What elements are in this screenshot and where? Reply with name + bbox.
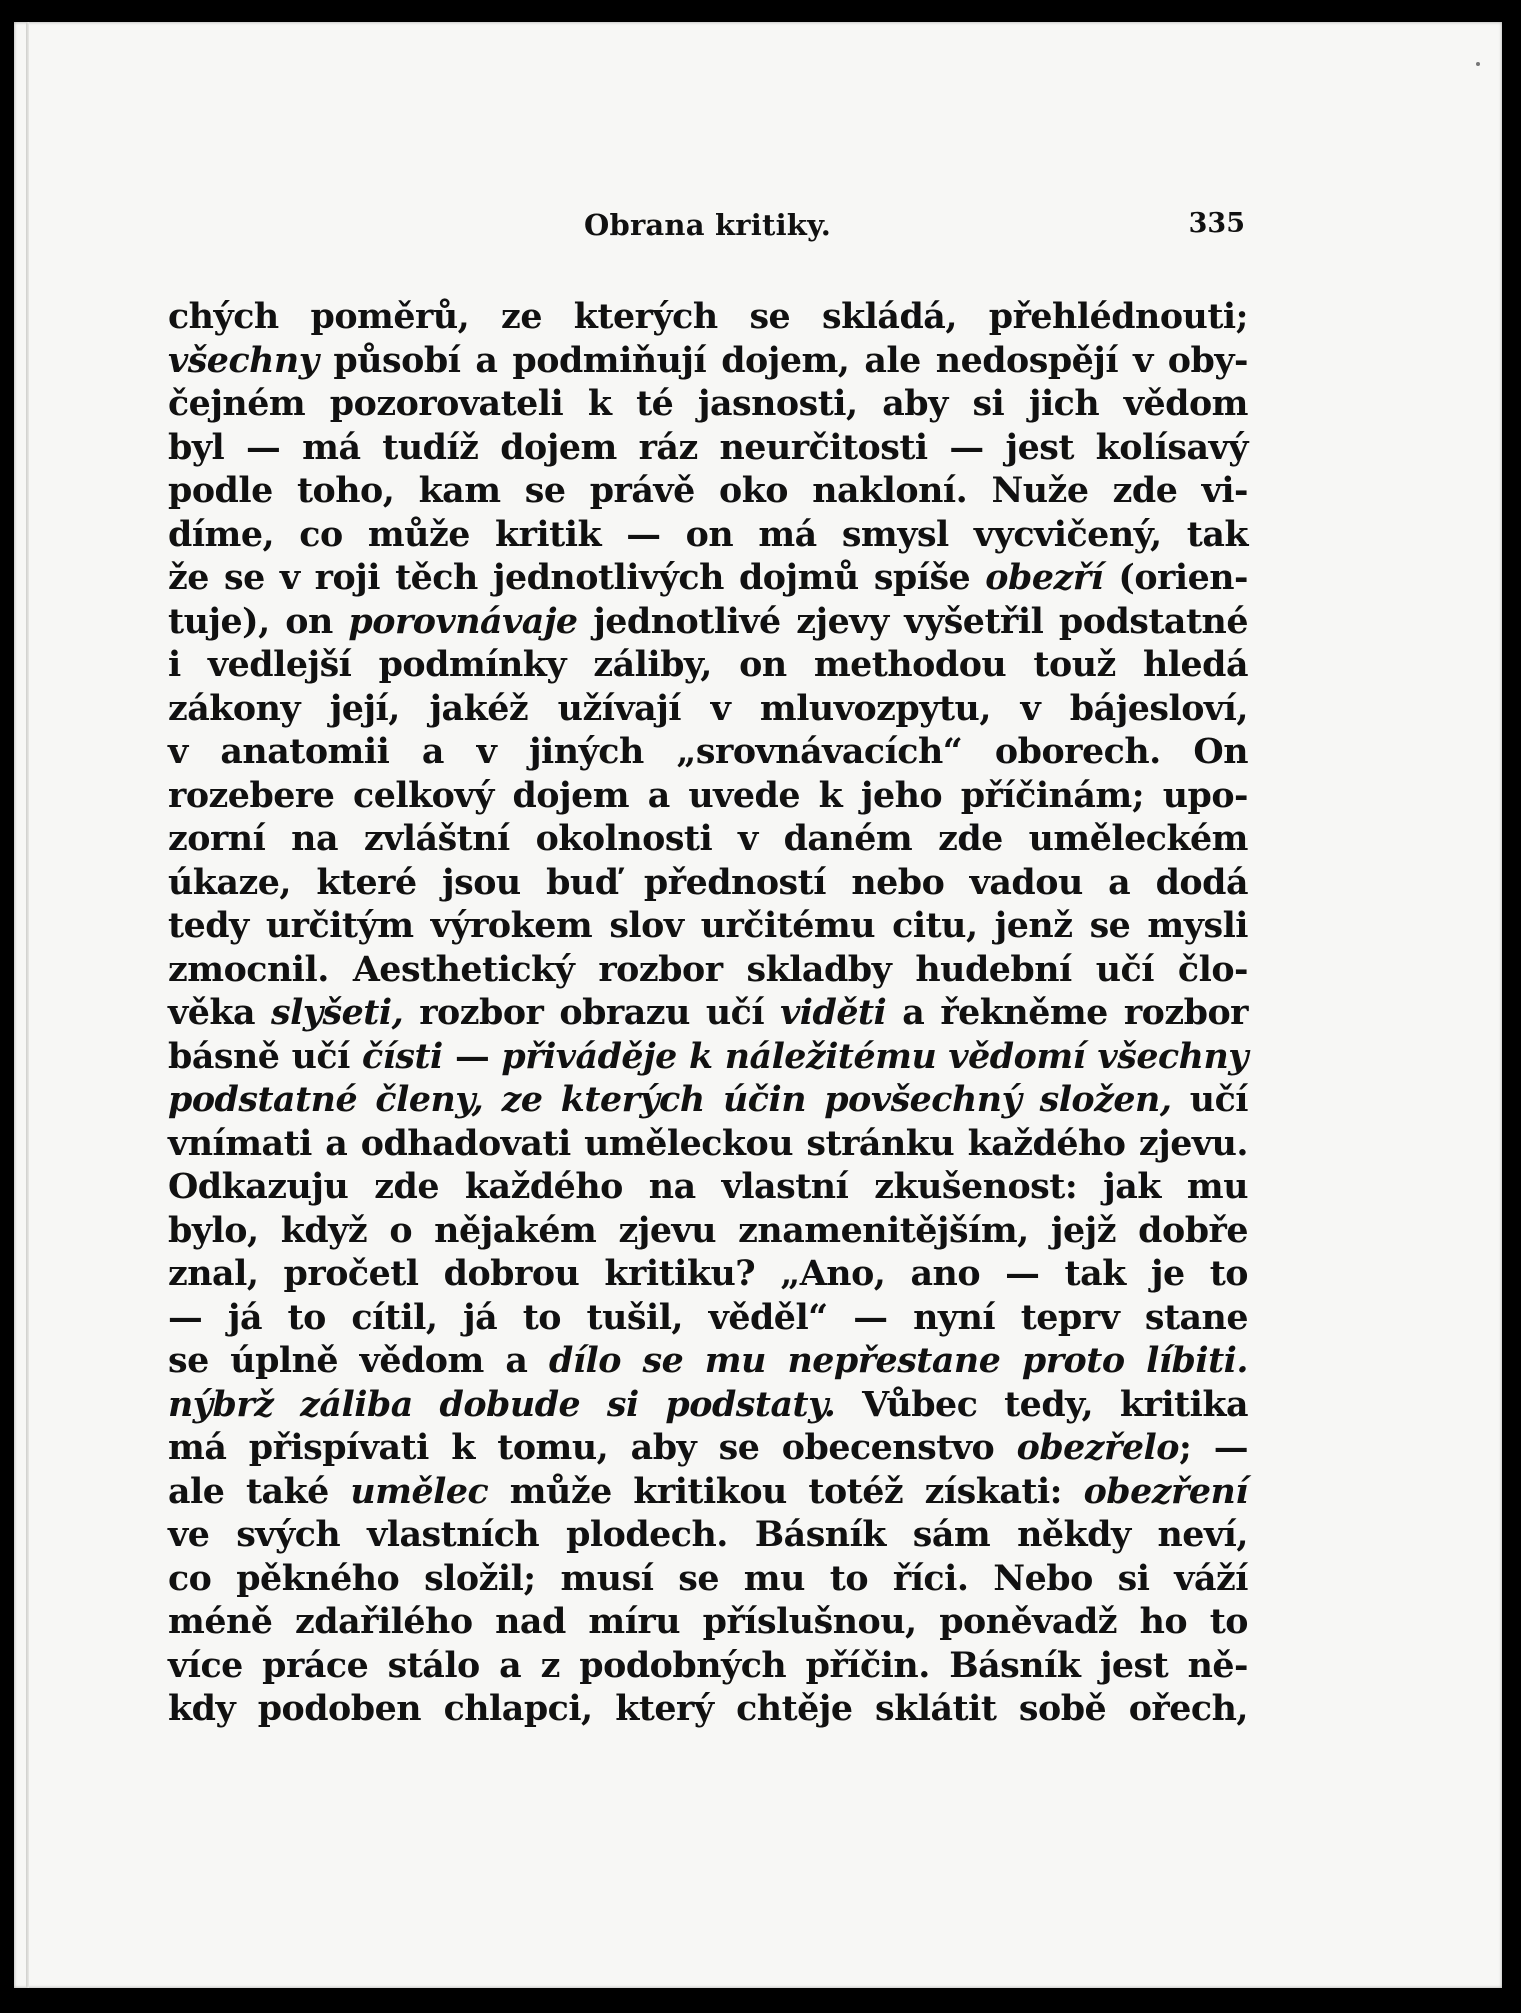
text-run: se úplně vědom a — [168, 1340, 549, 1381]
text-line — [168, 1557, 1248, 1601]
text-run: v anatomii a v jiných „srovnávacích“ oborech. On — [168, 731, 1248, 772]
text-line — [168, 1687, 1248, 1731]
text-line — [168, 1644, 1248, 1688]
text-line — [168, 1513, 1248, 1557]
text-line — [168, 1035, 1248, 1079]
emphasized-text: slyšeti, — [271, 992, 404, 1033]
text-run: že se v roji těch jednotlivých dojmů spíše — [168, 557, 986, 598]
text-run: čejném pozorovateli k té jasnosti, aby si jich vědom — [168, 383, 1248, 424]
text-line — [168, 991, 1248, 1035]
text-run: zorní na zvláštní okolnosti v daném zde uměleckém — [168, 818, 1248, 859]
text-run: co pěkného složil; musí se mu to říci. Nebo si váží — [168, 1557, 1248, 1599]
text-run: chých poměrů, ze kterých se skládá, přehlédnouti; — [168, 296, 1248, 337]
text-line — [168, 817, 1248, 861]
emphasized-text: viděti — [780, 992, 887, 1033]
text-run: znal, pročetl dobrou kritiku? „Ano, ano — tak je to — [168, 1253, 1248, 1294]
text-line — [168, 556, 1248, 600]
emphasized-text: všechny — [168, 339, 319, 381]
text-line — [168, 1078, 1248, 1122]
text-run: — — [442, 1035, 502, 1077]
text-run: tedy určitým výrokem slov určitému citu, jenž se mysli — [168, 905, 1248, 946]
text-line — [168, 469, 1248, 513]
text-line — [168, 382, 1248, 426]
text-run: ; — — [1178, 1427, 1248, 1468]
emphasized-text: obezření — [1083, 1470, 1248, 1512]
text-line — [168, 1470, 1248, 1514]
text-line — [168, 1122, 1248, 1166]
text-run: — já to cítil, já to tušil, věděl“ — nyní teprv stane — [168, 1296, 1248, 1338]
text-run: i vedlejší podmínky záliby, on methodou touž hledá — [168, 644, 1248, 685]
text-run: vnímati a odhadovati uměleckou stránku každého zjevu. — [168, 1122, 1248, 1164]
page-edge — [26, 22, 29, 1988]
running-head — [14, 208, 1502, 248]
text-run: díme, co může kritik — on má smysl vycvičený, tak — [168, 513, 1248, 555]
emphasized-text: dílo se mu nepřestane proto líbiti. — [548, 1340, 1248, 1381]
text-run: méně zdařilého nad míru příslušnou, poněvadž ho to — [168, 1601, 1248, 1642]
text-line — [168, 1209, 1248, 1253]
scan-speck — [1476, 62, 1480, 66]
text-run: úkaze, které jsou buď předností nebo vadou a dodá — [168, 861, 1248, 903]
emphasized-text: nýbrž záliba dobude si podstaty. — [168, 1383, 836, 1425]
text-run: básně učí — [168, 1035, 362, 1077]
text-line — [168, 904, 1248, 948]
text-run: působí a podmiňují dojem, ale nedospějí v oby- — [318, 339, 1248, 381]
text-run: Vůbec tedy, kritika — [835, 1383, 1248, 1425]
text-run: byl — má tudíž dojem ráz neurčitosti — jest kolísavý — [168, 426, 1248, 468]
text-run: zmocnil. Aesthetický rozbor skladby hudební učí člo- — [168, 948, 1248, 990]
text-line — [168, 1600, 1248, 1644]
emphasized-text: obezřelo — [1016, 1427, 1179, 1468]
text-run: věka — [168, 992, 272, 1033]
text-run: má přispívati k tomu, aby se obecenstvo — [168, 1427, 1017, 1468]
text-line — [168, 687, 1248, 731]
text-line — [168, 1165, 1248, 1209]
text-run: učí — [1171, 1079, 1248, 1120]
text-run: rozebere celkový dojem a uvede k jeho příčinám; upo- — [168, 774, 1248, 816]
text-run: kdy podoben chlapci, který chtěje sklátit sobě ořech, — [168, 1688, 1248, 1729]
text-line — [168, 774, 1248, 818]
text-run: jednotlivé zjevy vyšetřil podstatné — [577, 600, 1248, 642]
text-line — [168, 643, 1248, 687]
emphasized-text: podstatné členy, ze kterých účin povšechný složen, — [168, 1079, 1172, 1120]
text-line — [168, 513, 1248, 557]
text-line — [168, 1296, 1248, 1340]
book-page — [14, 22, 1502, 1988]
text-line — [168, 948, 1248, 992]
emphasized-text: obezří — [985, 557, 1104, 598]
text-line — [168, 426, 1248, 470]
text-run: bylo, když o nějakém zjevu znamenitějším, jejž dobře — [168, 1209, 1248, 1251]
text-run: (orien- — [1103, 557, 1248, 598]
text-run: rozbor obrazu učí — [403, 992, 781, 1033]
text-run: více práce stálo a z podobných příčin. Básník jest ně- — [168, 1644, 1248, 1686]
text-run: Odkazuju zde každého na vlastní zkušenost: jak mu — [168, 1166, 1248, 1207]
text-line — [168, 1426, 1248, 1470]
running-title: Obrana kritiky. — [584, 208, 832, 242]
text-run: tuje), on — [168, 600, 349, 642]
text-line — [168, 1383, 1248, 1427]
body-text — [168, 295, 1248, 1731]
text-run: ve svých vlastních plodech. Básník sám někdy neví, — [168, 1514, 1248, 1555]
emphasized-text: porovnávaje — [348, 600, 578, 642]
text-run: může kritikou totéž získati: — [488, 1470, 1084, 1512]
text-run: ale také — [168, 1470, 351, 1512]
text-line — [168, 600, 1248, 644]
text-run: podle toho, kam se právě oko nakloní. Nuže zde vi- — [168, 470, 1248, 511]
text-line — [168, 1339, 1248, 1383]
emphasized-text: čísti — [361, 1035, 443, 1077]
text-line — [168, 295, 1248, 339]
emphasized-text: přiváděje k náležitému vědomí všechny — [501, 1035, 1248, 1077]
page-number: 335 — [1188, 208, 1245, 239]
text-line — [168, 730, 1248, 774]
emphasized-text: umělec — [350, 1470, 489, 1512]
text-run: a řekněme rozbor — [886, 992, 1248, 1033]
text-line — [168, 1252, 1248, 1296]
text-line — [168, 339, 1248, 383]
text-run: zákony její, jakéž užívají v mluvozpytu, v bájesloví, — [168, 687, 1248, 729]
text-line — [168, 861, 1248, 905]
